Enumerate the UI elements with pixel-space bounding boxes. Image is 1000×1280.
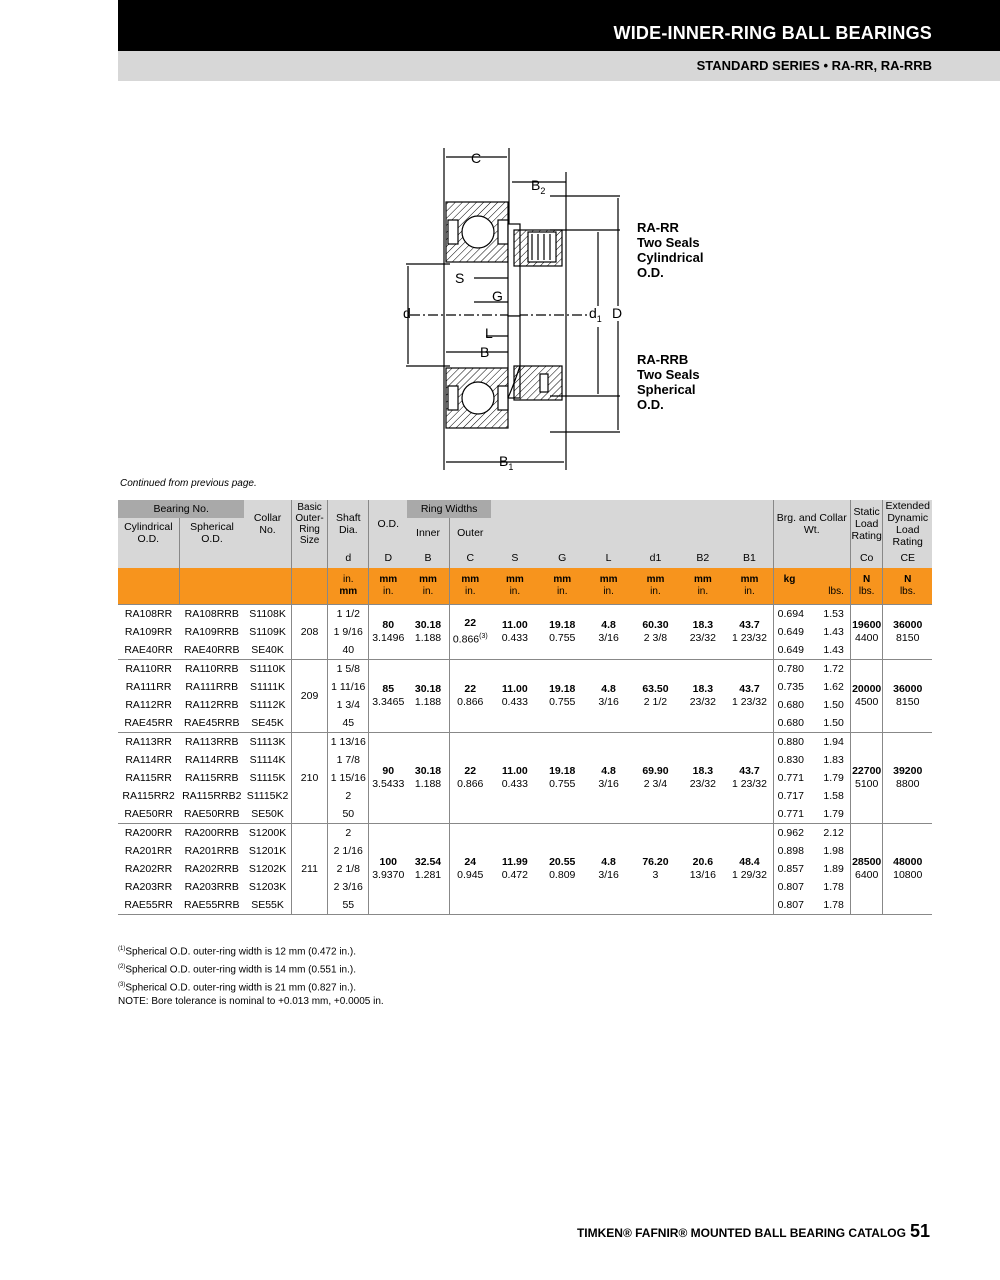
th-spherical: Spherical O.D. [179,518,244,548]
header-bar [118,0,1000,51]
cell-weight-kg: 0.694 [773,604,804,623]
cell-weight-lbs: 1.43 [823,625,844,638]
cell-l: 4.8 3/16 [586,732,632,823]
cell-collar: S1202K [248,862,287,875]
dim-D-label: D [612,305,623,321]
cell-shaft: 1 9/16 [328,623,369,641]
th-basic: Basic Outer-Ring Size [291,500,328,548]
cell-outer-width: 22 0.866 [449,659,491,732]
cell-cylindrical: RA203RR [124,880,173,893]
cell-weight-lbs: 1.98 [823,844,844,857]
th-ring-widths: Ring Widths [407,500,491,518]
table-row [118,659,932,678]
cell-spherical: RA112RRB [185,698,239,711]
footnote: $^{(2)}$Spherical O.D. outer-ring width is 14 mm (0.551 in.). [118,963,356,976]
cell-collar: SE40K [251,643,284,656]
cell-od: 85 3.3465 [369,659,408,732]
cell-cylindrical: RAE45RR [124,716,173,729]
cell-weight-kg: 0.780 [773,659,804,678]
cell-l: 4.8 3/16 [586,823,632,914]
sym-B2: B2 [679,548,726,568]
th-cylindrical: Cylindrical O.D. [118,518,179,548]
cell-shaft: 45 [328,714,369,733]
footer-text: TIMKEN® FAFNIR® MOUNTED BALL BEARING CATALOG [576,1226,906,1240]
cell-weight-lbs: 1.50 [823,698,844,711]
cell-spherical: RA113RRB [179,732,244,751]
cell-g: 19.18 0.755 [539,604,586,659]
cell-shaft: 1 15/16 [328,769,369,787]
cell-shaft: 2 1/16 [328,842,369,860]
series-title: STANDARD SERIES • RA-RR, RA-RRB [696,58,932,73]
cell-spherical: RA201RRB [184,844,239,857]
cell-d1: 60.30 2 3/8 [632,604,680,659]
bearing-diagram [390,140,730,480]
th-outer: Outer [449,518,491,548]
footer [577,1221,930,1242]
units-row: in. mm mm in. mm in. mm in. mm in. mm in. mm in. mm in. mm in. mm in. kg lbs. N lbs. N lbs. [118,568,932,604]
cell-shaft: 1 11/16 [328,678,369,696]
cell-weight-lbs: 1.79 [823,807,844,820]
footnote: NOTE: Bore tolerance is nominal to +0.013 mm, +0.0005 in. [118,996,384,1008]
cell-shaft: 55 [328,896,369,915]
cell-cylindrical: RA115RR [125,771,172,784]
dim-b2-label: $B_2$ [531,177,546,196]
cell-collar: S1109K [249,625,286,638]
cell-weight-kg: 0.880 [773,732,804,751]
th-od: O.D. [369,500,408,548]
sym-S: S [491,548,539,568]
bearing-table [118,500,932,916]
th-shaft: Shaft Dia. [328,500,369,548]
cell-weight-kg: 0.649 [773,623,804,641]
cell-spherical: RAE40RRB [184,643,240,656]
cell-g: 19.18 0.755 [539,659,586,732]
th-collar: Collar No. [244,500,291,548]
cell-weight-kg: 0.649 [773,641,804,660]
cell-weight-lbs: 1.78 [823,880,844,893]
dim-d-label: d [403,305,411,321]
cell-dynamic-rating: 36000 8150 [883,659,932,732]
cell-weight-lbs: 1.58 [823,789,844,802]
cell-s: 11.99 0.472 [491,823,539,914]
cell-d1: 69.90 2 3/4 [632,732,680,823]
cell-collar: S1111K [250,680,286,693]
bearing-cross-section [390,140,623,480]
cell-shaft: 1 1/2 [328,604,369,623]
footnotes [118,942,384,1010]
cell-b2: 18.3 23/32 [679,659,726,732]
table-row [118,823,932,842]
dim-c-label: C [471,150,482,166]
dim-b1-label: $B_1$ [499,453,514,472]
cell-shaft: 2 3/16 [328,878,369,896]
type-ra-rr-label: RA-RR Two Seals Cylindrical O.D. [637,220,704,280]
cell-outer-width: 24 0.945 [449,823,491,914]
sym-B: B [407,548,449,568]
th-dynamic: Extended Dynamic Load Rating [883,500,932,548]
cell-shaft: 50 [328,805,369,824]
cell-weight-kg: 0.680 [773,696,804,714]
cell-g: 20.55 0.809 [539,823,586,914]
cell-dynamic-rating: 39200 8800 [883,732,932,823]
cell-l: 4.8 3/16 [586,604,632,659]
th-static: Static Load Rating [850,500,883,548]
cell-static-rating: 20000 4500 [850,659,883,732]
dim-g-label: G [492,288,503,304]
page-title: WIDE-INNER-RING BALL BEARINGS [613,23,932,43]
cell-outer-width: 22 0.866$^{(3)}$ [449,604,491,659]
cell-weight-lbs: 1.62 [823,680,844,693]
cell-weight-lbs: 2.12 [805,823,851,842]
cell-spherical: RAE55RRB [184,898,240,911]
cell-collar: S1113K [244,732,291,751]
cell-b2: 18.3 23/32 [679,604,726,659]
cell-spherical: RA109RRB [184,625,239,638]
cell-weight-lbs: 1.53 [805,604,851,623]
cell-collar: S1200K [244,823,291,842]
cell-inner-width: 30.18 1.188 [407,659,449,732]
cell-cylindrical: RA111RR [125,680,172,693]
th-weight: Brg. and Collar Wt. [773,500,850,548]
cell-shaft: 1 7/8 [328,751,369,769]
cell-cylindrical: RA115RR2 [122,789,175,802]
cell-static-rating: 19600 4400 [850,604,883,659]
page-number: 51 [909,1221,930,1241]
cell-shaft: 2 1/8 [328,860,369,878]
cell-weight-lbs: 1.83 [823,753,844,766]
cell-spherical: RA111RRB [185,680,239,693]
continued-note: Continued from previous page. [120,478,257,489]
cell-dynamic-rating: 48000 10800 [883,823,932,914]
cell-shaft: 1 13/16 [328,732,369,751]
cell-spherical: RA108RRB [179,604,244,623]
cell-weight-lbs: 1.72 [805,659,851,678]
dim-d1-label: $d_1$ [589,306,602,327]
cell-collar: SE55K [251,898,284,911]
cell-static-rating: 22700 5100 [850,732,883,823]
cell-spherical: RAE50RRB [184,807,240,820]
footnote: $^{(1)}$Spherical O.D. outer-ring width is 12 mm (0.472 in.). [118,946,356,958]
cell-od: 90 3.5433 [369,732,408,823]
cell-g: 19.18 0.755 [539,732,586,823]
cell-b2: 18.3 23/32 [679,732,726,823]
cell-spherical: RA110RRB [179,659,244,678]
cell-weight-lbs: 1.79 [823,771,844,784]
cell-b1: 48.4 1 29/32 [726,823,773,914]
cell-l: 4.8 3/16 [586,659,632,732]
cell-spherical: RA203RRB [184,880,239,893]
cell-collar: S1112K [249,698,286,711]
cell-static-rating: 28500 6400 [850,823,883,914]
sym-Co: Co [850,548,883,568]
cell-weight-kg: 0.807 [773,878,804,896]
cell-basic-size: 209 [291,659,328,732]
cell-weight-kg: 0.735 [773,678,804,696]
cell-collar: S1201K [248,844,287,857]
cell-weight-kg: 0.771 [773,805,804,824]
cell-collar: SE45K [251,716,284,729]
cell-weight-lbs: 1.78 [823,898,844,911]
cell-weight-kg: 0.898 [773,842,804,860]
cell-collar: S1203K [248,880,287,893]
dim-l-label: L [485,325,493,341]
cell-od: 100 3.9370 [369,823,408,914]
sym-D: D [369,548,408,568]
cell-collar: S1115K2 [246,789,289,802]
cell-cylindrical: RA110RR [118,659,179,678]
cell-cylindrical: RAE40RR [124,643,173,656]
cell-od: 80 3.1496 [369,604,408,659]
cell-shaft: 1 5/8 [328,659,369,678]
cell-cylindrical: RA108RR [118,604,179,623]
cell-collar: S1115K [249,771,286,784]
table-row [118,604,932,623]
cell-weight-kg: 0.807 [773,896,804,915]
cell-basic-size: 211 [291,823,328,914]
dim-b-label: B [480,344,490,360]
type-ra-rrb-label: RA-RRB Two Seals Spherical O.D. [637,352,700,412]
sym-B1: B1 [726,548,773,568]
table-row [118,732,932,751]
cell-b2: 20.6 13/16 [679,823,726,914]
th-inner: Inner [407,518,449,548]
cell-spherical: RA202RRB [184,862,239,875]
cell-spherical: RA115RRB [185,771,239,784]
cell-basic-size: 210 [291,732,328,823]
cell-weight-lbs: 1.43 [823,643,844,656]
cell-spherical: RA115RRB2 [182,789,242,802]
cell-cylindrical: RA113RR [118,732,179,751]
cell-cylindrical: RAE50RR [124,807,173,820]
cell-weight-kg: 0.771 [773,769,804,787]
cell-spherical: RA200RRB [179,823,244,842]
sym-L: L [586,548,632,568]
cell-spherical: RA114RRB [185,753,239,766]
sym-d1: d1 [632,548,680,568]
cell-cylindrical: RA201RR [124,844,173,857]
cell-s: 11.00 0.433 [491,659,539,732]
cell-b1: 43.7 1 23/32 [726,604,773,659]
cell-s: 11.00 0.433 [491,732,539,823]
cell-s: 11.00 0.433 [491,604,539,659]
sym-C: C [449,548,491,568]
cell-collar: SE50K [251,807,284,820]
cell-collar: S1110K [244,659,291,678]
cell-d1: 76.20 3 [632,823,680,914]
cell-outer-width: 22 0.866 [449,732,491,823]
sym-G: G [539,548,586,568]
cell-weight-lbs: 1.50 [823,716,844,729]
cell-cylindrical: RA200RR [118,823,179,842]
cell-inner-width: 32.54 1.281 [407,823,449,914]
sym-d: d [328,548,369,568]
cell-weight-kg: 0.680 [773,714,804,733]
cell-weight-kg: 0.962 [773,823,804,842]
cell-weight-kg: 0.830 [773,751,804,769]
cell-collar: S1114K [249,753,286,766]
cell-collar: S1108K [244,604,291,623]
cell-weight-kg: 0.717 [773,787,804,805]
cell-weight-lbs: 1.94 [805,732,851,751]
footnote: $^{(3)}$Spherical O.D. outer-ring width is 21 mm (0.827 in.). [118,981,356,993]
cell-cylindrical: RA202RR [124,862,173,875]
cell-cylindrical: RA114RR [125,753,172,766]
cell-basic-size: 208 [291,604,328,659]
cell-spherical: RAE45RRB [184,716,240,729]
cell-weight-kg: 0.857 [773,860,804,878]
cell-shaft: 2 [328,823,369,842]
sym-CE: CE [883,548,932,568]
cell-shaft: 2 [328,787,369,805]
cell-cylindrical: RAE55RR [124,898,173,911]
cell-dynamic-rating: 36000 8150 [883,604,932,659]
cell-inner-width: 30.18 1.188 [407,732,449,823]
cell-shaft: 1 3/4 [328,696,369,714]
cell-b1: 43.7 1 23/32 [726,659,773,732]
subheader-bar [118,51,1000,81]
cell-shaft: 40 [328,641,369,660]
table-body [118,604,932,916]
cell-weight-lbs: 1.89 [823,862,844,875]
cell-inner-width: 30.18 1.188 [407,604,449,659]
cell-b1: 43.7 1 23/32 [726,732,773,823]
dim-s-label: S [455,270,465,286]
cell-d1: 63.50 2 1/2 [632,659,680,732]
cell-cylindrical: RA112RR [125,698,172,711]
th-bearing-no: Bearing No. [118,500,244,518]
cell-cylindrical: RA109RR [124,625,173,638]
